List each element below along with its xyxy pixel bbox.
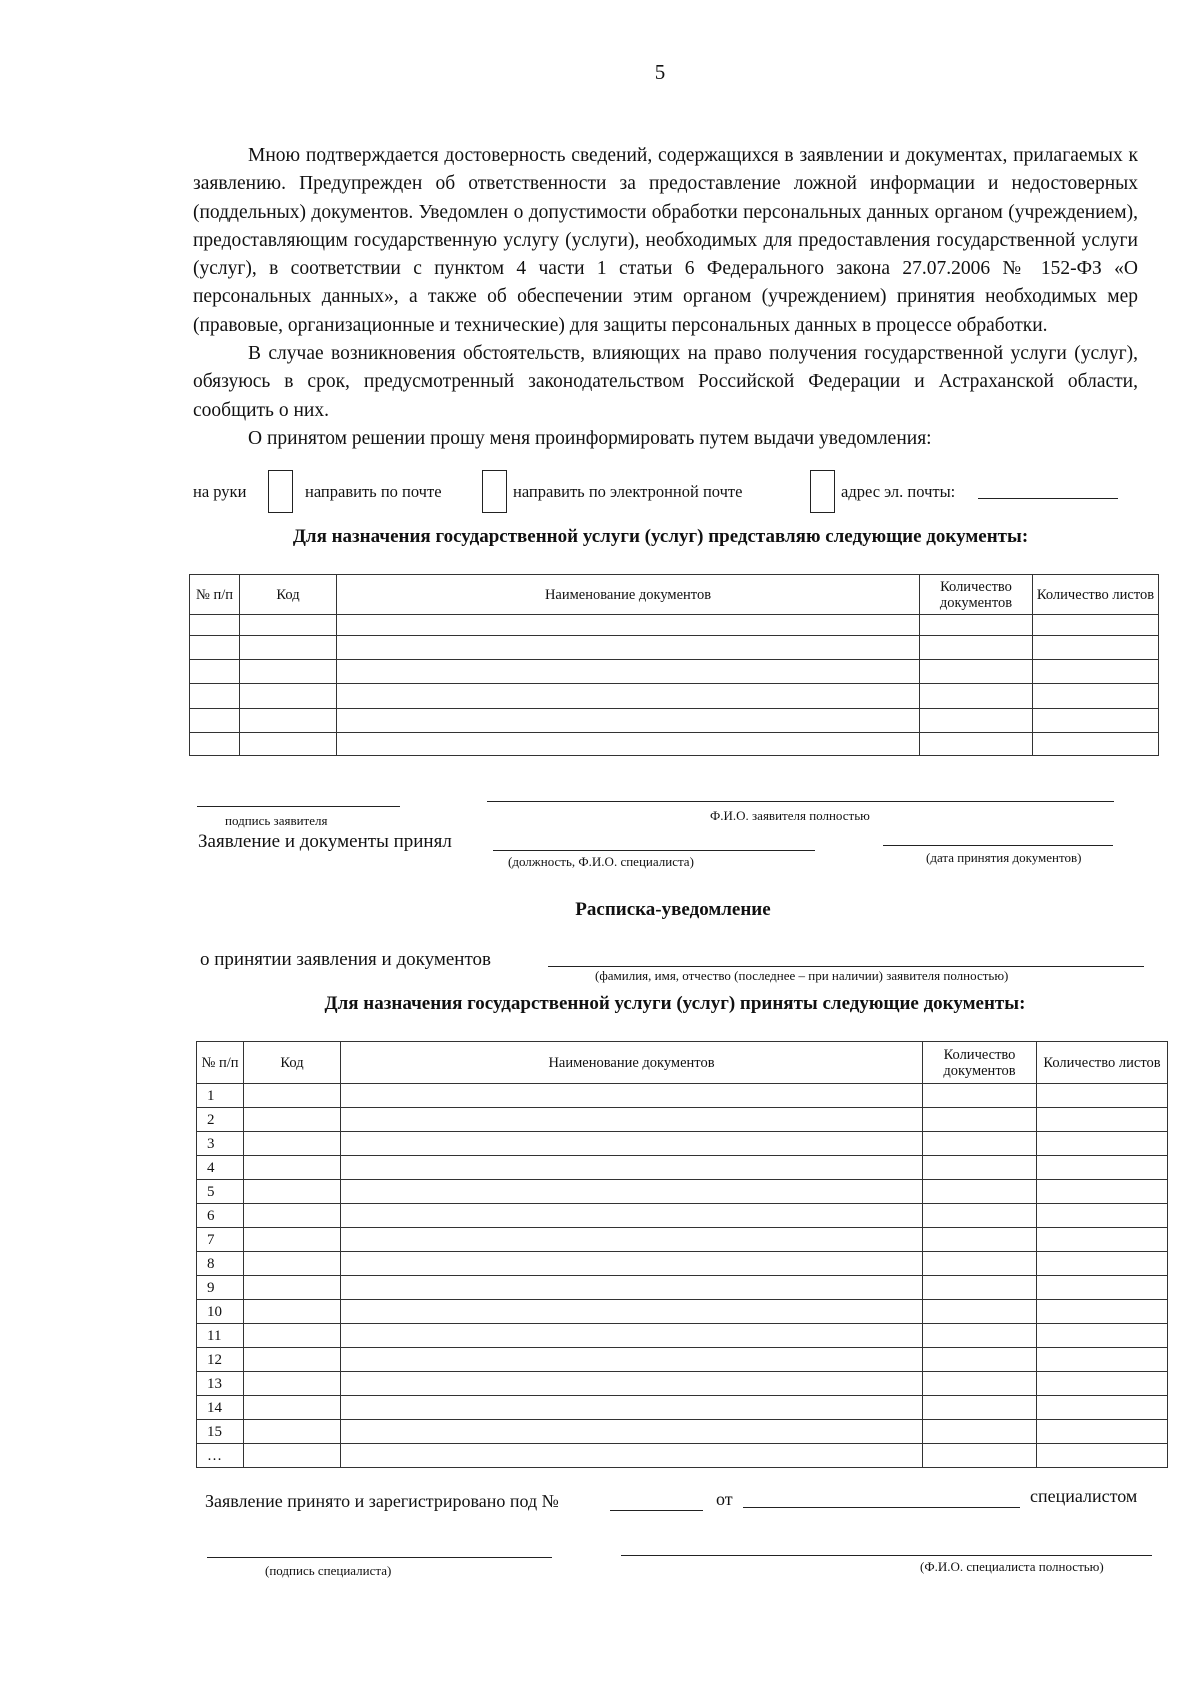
col-doc-count-header: Количество документов (920, 575, 1033, 615)
table-row[interactable] (190, 709, 1159, 733)
row-number: 6 (197, 1204, 244, 1228)
position-caption: (должность, Ф.И.О. специалиста) (508, 854, 694, 869)
table-row[interactable] (197, 1300, 1168, 1324)
specialist-signature-caption: (подпись специалиста) (265, 1563, 392, 1578)
acceptance-date-line[interactable] (883, 845, 1113, 846)
specialist-fio-line[interactable] (621, 1555, 1152, 1556)
table-row[interactable] (197, 1228, 1168, 1252)
row-number: 15 (197, 1420, 244, 1444)
row-number: 7 (197, 1228, 244, 1252)
submitted-docs-heading: Для назначения государственной услуги (услуг) представляю следующие документы: (292, 526, 1029, 547)
col-number-header: № п/п (190, 575, 240, 615)
registration-number-field[interactable] (610, 1510, 703, 1511)
email-address-field[interactable] (978, 498, 1118, 499)
intro-text (193, 142, 1138, 453)
col-name-header: Наименование документов (337, 575, 920, 615)
date-caption: (дата принятия документов) (926, 850, 1082, 865)
table-row[interactable] (197, 1204, 1168, 1228)
table-row[interactable] (190, 684, 1159, 709)
obligation-paragraph: В случае возникновения обстоятельств, влияющих на право получения государственной услуги (услуг), обязуюсь в срок, предусмотренный законодательством Российской Федерации и Астраханской области, сообщить о них. (193, 343, 1138, 421)
specialist-signature-line[interactable] (207, 1557, 552, 1558)
table-row[interactable] (197, 1444, 1168, 1468)
applicant-signature-line[interactable] (197, 806, 400, 807)
col-name-header: Наименование документов (341, 1042, 923, 1084)
submitted-docs-table (189, 574, 1159, 756)
consent-paragraph: Мною подтверждается достоверность сведений, содержащихся в заявлении и документах, прилагаемых к заявлению. Предупрежден об ответственности за предоставление ложной информации и недостоверных (поддельных) документов. Уведомлен о допустимости обработки персональных данных органом (учреждением), предоставляющим государственную услугу (услуги), необходимых для предоставления государственной услуги (услуг), в соответствии с пунктом 4 части 1 статьи 6 Федерального закона 27.07.2006 № 152-ФЗ «О персональных данных», а также об обеспечении этим органом (учреждением) принятия необходимых мер (правовые, организационные и технические) для защиты персональных данных в процессе обработки. (193, 145, 1138, 336)
option-mail-label: направить по почте (305, 482, 442, 501)
row-number: 1 (197, 1084, 244, 1108)
registration-specialist-label: специалистом (1030, 1486, 1138, 1506)
option-email-label: направить по электронной почте (513, 482, 743, 501)
option-in-hand-label: на руки (193, 482, 247, 501)
row-number: 10 (197, 1300, 244, 1324)
registration-from-label: от (716, 1489, 733, 1509)
table-row[interactable] (197, 1396, 1168, 1420)
col-sheet-count-header: Количество листов (1033, 575, 1159, 615)
receipt-title: Расписка-уведомление (575, 899, 771, 920)
table-row[interactable] (197, 1348, 1168, 1372)
received-docs-table (196, 1041, 1168, 1468)
applicant-signature-caption: подпись заявителя (225, 813, 328, 828)
specialist-fio-caption: (Ф.И.О. специалиста полностью) (920, 1559, 1104, 1574)
accepted-by-label: Заявление и документы принял (198, 831, 452, 852)
col-doc-count-header: Количество документов (923, 1042, 1037, 1084)
receipt-about-label: о принятии заявления и документов (200, 949, 491, 970)
table-row[interactable] (190, 733, 1159, 756)
option-mail-checkbox[interactable] (482, 470, 507, 513)
row-number: 11 (197, 1324, 244, 1348)
col-code-header: Код (240, 575, 337, 615)
delivery-options (193, 470, 1153, 520)
row-number: 2 (197, 1108, 244, 1132)
table-row[interactable] (197, 1324, 1168, 1348)
page-number: 5 (654, 60, 666, 84)
receipt-fio-caption: (фамилия, имя, отчество (последнее – при наличии) заявителя полностью) (595, 968, 1009, 983)
option-email-checkbox[interactable] (810, 470, 835, 513)
table-row[interactable] (197, 1132, 1168, 1156)
option-in-hand-checkbox[interactable] (268, 470, 293, 513)
table-row[interactable] (197, 1372, 1168, 1396)
receipt-applicant-fio-line[interactable] (548, 966, 1144, 967)
table-row[interactable] (197, 1084, 1168, 1108)
applicant-fio-line[interactable] (487, 801, 1114, 802)
table-row[interactable] (197, 1156, 1168, 1180)
registration-date-field[interactable] (743, 1507, 1020, 1508)
row-number: 5 (197, 1180, 244, 1204)
notification-request-paragraph: О принятом решении прошу меня проинформировать путем выдачи уведомления: (248, 427, 932, 449)
row-number: … (197, 1444, 244, 1468)
table-row[interactable] (190, 636, 1159, 660)
row-number: 4 (197, 1156, 244, 1180)
applicant-fio-caption: Ф.И.О. заявителя полностью (710, 808, 870, 823)
registration-label: Заявление принято и зарегистрировано под № (205, 1491, 559, 1511)
table-header-row (197, 1042, 1168, 1084)
row-number: 9 (197, 1276, 244, 1300)
col-sheet-count-header: Количество листов (1037, 1042, 1168, 1084)
table-row[interactable] (197, 1276, 1168, 1300)
row-number: 14 (197, 1396, 244, 1420)
col-code-header: Код (244, 1042, 341, 1084)
table-row[interactable] (197, 1180, 1168, 1204)
row-number: 3 (197, 1132, 244, 1156)
table-row[interactable] (197, 1420, 1168, 1444)
received-docs-heading: Для назначения государственной услуги (услуг) приняты следующие документы: (324, 993, 1026, 1014)
table-row[interactable] (190, 615, 1159, 636)
row-number: 13 (197, 1372, 244, 1396)
table-row[interactable] (197, 1252, 1168, 1276)
row-number: 8 (197, 1252, 244, 1276)
accepted-by-line[interactable] (493, 850, 815, 851)
email-address-label: адрес эл. почты: (841, 482, 956, 501)
table-header-row (190, 575, 1159, 615)
table-row[interactable] (190, 660, 1159, 684)
row-number: 12 (197, 1348, 244, 1372)
table-row[interactable] (197, 1108, 1168, 1132)
col-number-header: № п/п (197, 1042, 244, 1084)
